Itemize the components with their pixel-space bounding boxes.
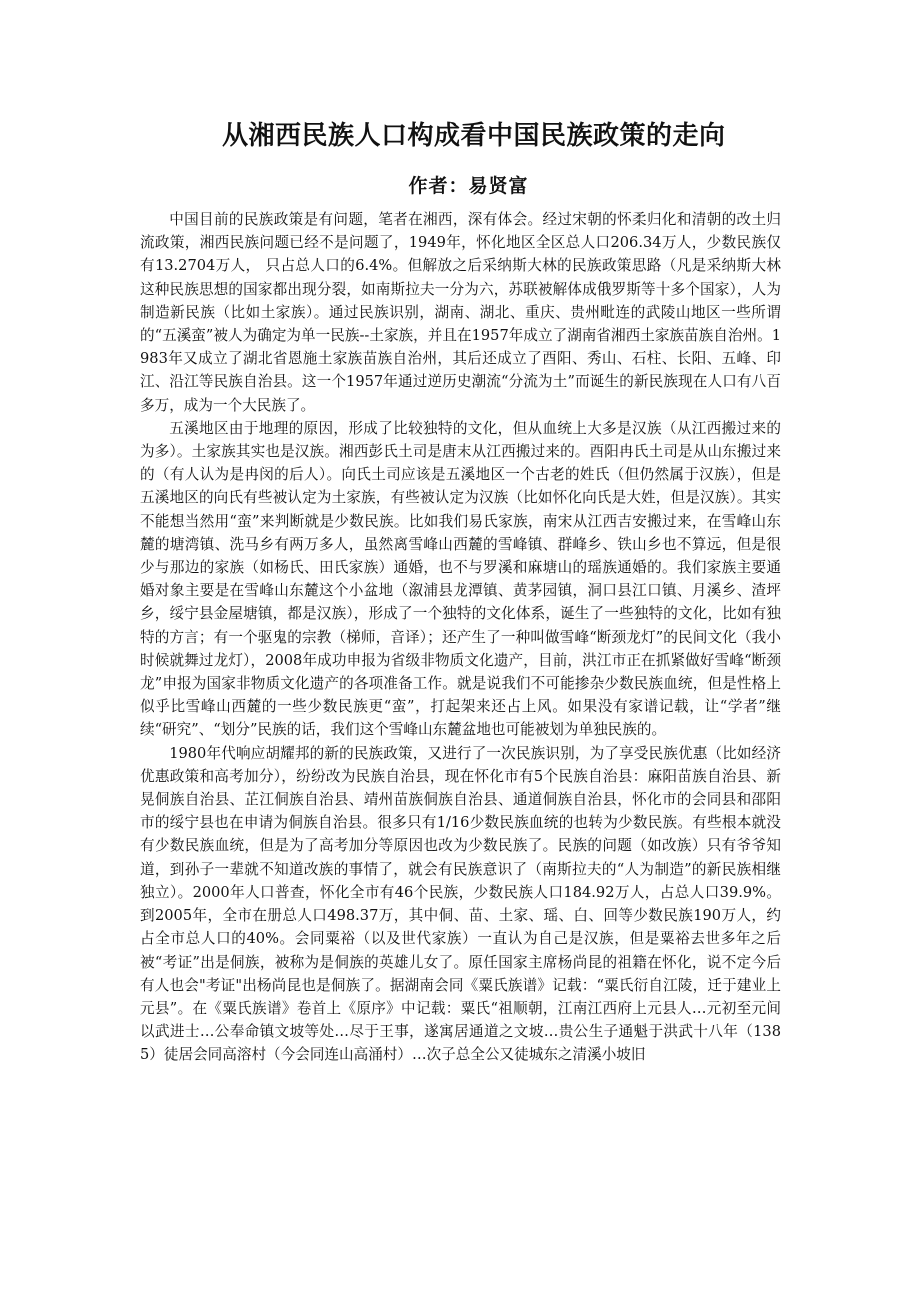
document-page [140,112,781,1067]
body-paragraph: 中国目前的民族政策是有问题，笔者在湘西，深有体会。经过宋朝的怀柔归化和清朝的改土归流政策，湘西民族问题已经不是问题了，1949年，怀化地区全区总人口206.34万人，少数民族仅有13.2704万人， 只占总人口的6.4%。但解放之后采纳斯大林的民族政策思路（凡是采纳斯大林这种民族思想的国家都出现分裂，如南斯拉夫一分为六，苏联被解体成俄罗斯等十多个国家），人为制造新民族（比如土家族）。通过民族识别，湖南、湖北、重庆、贵州毗连的武陵山地区一些所谓的“五溪蛮”被人为确定为单一民族--土家族，并且在1957年成立了湖南省湘西土家族苗族自治州。1983年又成立了湖北省恩施土家族苗族自治州，其后还成立了酉阳、秀山、石柱、长阳、五峰、印江、沿江等民族自治县。这一个1957年通过逆历史潮流“分流为土”而诞生的新民族现在人口有八百多万，成为一个大民族了。 [140,211,781,414]
body-paragraph: 五溪地区由于地理的原因，形成了比较独特的文化，但从血统上大多是汉族（从江西搬过来的为多）。土家族其实也是汉族。湘西彭氏土司是唐末从江西搬过来的。酉阳冉氏土司是从山东搬过来的（有人认为是冉闵的后人）。向氏土司应该是五溪地区一个古老的姓氏（但仍然属于汉族），但是五溪地区的向氏有些被认定为土家族，有些被认定为汉族（比如怀化向氏是大姓，但是汉族）。其实不能想当然用“蛮”来判断就是少数民族。比如我们易氏家族，南宋从江西吉安搬过来，在雪峰山东麓的塘湾镇、洗马乡有两万多人，虽然离雪峰山西麓的雪峰镇、群峰乡、铁山乡也不算远，但是很少与那边的家族（如杨氏、田氏家族）通婚，也不与罗溪和麻塘山的瑶族通婚的。我们家族主要通婚对象主要是在雪峰山东麓这个小盆地（溆浦县龙潭镇、黄茅园镇，洞口县江口镇、月溪乡、渣坪乡，绥宁县金屋塘镇，都是汉族），形成了一个独特的文化体系，诞生了一些独特的文化，比如有独特的方言；有一个驱鬼的宗教（梯师，音译）；还产生了一种叫做雪峰“断颈龙灯”的民间文化（我小时候就舞过龙灯），2008年成功申报为省级非物质文化遗产，目前，洪江市正在抓紧做好雪峰“断颈龙”申报为国家非物质文化遗产的各项准备工作。就是说我们不可能掺杂少数民族血统，但是性格上似乎比雪峰山西麓的一些少数民族更“蛮”，打起架来还占上风。如果没有家谱记载，让“学者”继续“研究”、“划分”民族的话，我们这个雪峰山东麓盆地也可能被划为单独民族的。 [140,419,781,739]
document-author: 作者：易贤富 [408,175,529,197]
document-title: 从湘西民族人口构成看中国民族政策的走向 [222,121,726,151]
document-body [140,208,781,1067]
body-paragraph: 1980年代响应胡耀邦的新的民族政策，又进行了一次民族识别，为了享受民族优惠（比如经济优惠政策和高考加分），纷纷改为民族自治县，现在怀化市有5个民族自治县：麻阳苗族自治县、新晃侗族自治县、芷江侗族自治县、靖州苗族侗族自治县、通道侗族自治县，怀化市的会同县和邵阳市的绥宁县也在申请为侗族自治县。很多只有1/16少数民族血统的也转为少数民族。有些根本就没有少数民族血统，但是为了高考加分等原因也改为少数民族了。民族的问题（如改族）只有爷爷知道，到孙子一辈就不知道改族的事情了，就会有民族意识了（南斯拉夫的“人为制造”的新民族相继独立）。2000年人口普查，怀化全市有46个民族，少数民族人口184.92万人，占总人口39.9%。到2005年，全市在册总人口498.37万，其中侗、苗、土家、瑶、白、回等少数民族190万人，约占全市总人口的40%。会同粟裕（以及世代家族）一直认为自己是汉族，但是粟裕去世多年之后被“考证”出是侗族，被称为是侗族的英雄儿女了。原任国家主席杨尚昆的祖籍在怀化，说不定今后有人也会"考证"出杨尚昆也是侗族了。据湖南会同《粟氏族谱》记载：“粟氏衍自江陵，迁于建业上元县”。在《粟氏族谱》卷首上《原序》中记载：粟氏“祖顺朝，江南江西府上元县人…元初至元间以武进士…公奉命镇文坡等处…尽于王事，遂寓居通道之文坡…贵公生子通魁于洪武十八年（1385）徒居会同高溶村（今会同连山高涌村）…次子总全公又徒城东之清溪小坡旧 [140,744,781,1064]
